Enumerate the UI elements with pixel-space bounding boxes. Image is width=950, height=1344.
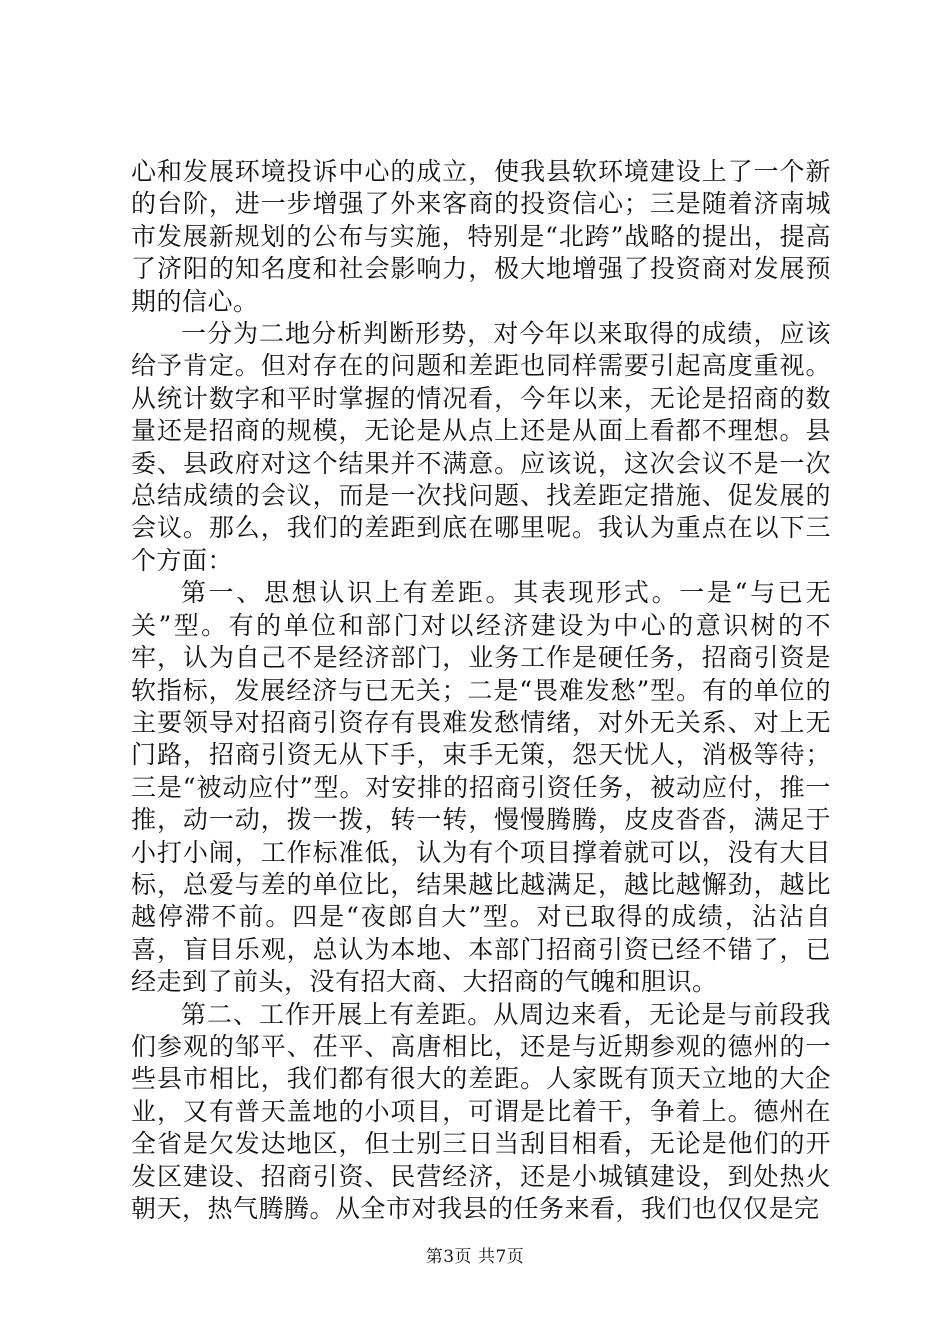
paragraph-situation-analysis: 一分为二地分析判断形势，对今年以来取得的成绩，应该给予肯定。但对存在的问题和差距也同样需要引起高度重视。从统计数字和平时掌握的情况看，今年以来，无论是招商的数量还是招商的规模，无论是从点上还是从面上看都不理想。县委、县政府对这个结果并不满意。应该说，这次会议不是一次总结成绩的会议，而是一次找问题、找差距定措施、促发展的会议。那么，我们的差距到底在哪里呢。我认为重点在以下三个方面： xyxy=(131,319,831,575)
page-number-footer: 第3页 共7页 xyxy=(425,1247,525,1267)
paragraph-continuation: 心和发展环境投诉中心的成立，使我县软环境建设上了一个新的台阶，进一步增强了外来客商的投资信心；三是随着济南城市发展新规划的公布与实施，特别是“北跨”战略的提出，提高了济阳的知名度和社会影响力，极大地增强了投资商对发展预期的信心。 xyxy=(131,157,831,316)
document-body xyxy=(131,156,831,1225)
paragraph-second-gap: 第二、工作开展上有差距。从周边来看，无论是与前段我们参观的邹平、茌平、高唐相比，还是与近期参观的德州的一些县市相比，我们都有很大的差距。人家既有顶天立地的大企业，又有普天盖地的小项目，可谓是比着干，争着上。德州在全省是欠发达地区，但士别三日当刮目相看，无论是他们的开发区建设、招商引资、民营经济，还是小城镇建设，到处热火朝天，热气腾腾。从全市对我县的任务来看，我们也仅仅是完 xyxy=(131,999,831,1223)
paragraph-first-gap: 第一、思想认识上有差距。其表现形式。一是“与已无关”型。有的单位和部门对以经济建设为中心的意识树的不牢，认为自己不是经济部门，业务工作是硬任务，招商引资是软指标，发展经济与已无关；二是“畏难发愁”型。有的单位的主要领导对招商引资存有畏难发愁情绪，对外无关系、对上无门路，招商引资无从下手，束手无策，怨天忧人，消极等待；三是“被动应付”型。对安排的招商引资任务，被动应付，推一推，动一动，拨一拨，转一转，慢慢腾腾，皮皮沓沓，满足于小打小闹，工作标准低，认为有个项目撑着就可以，没有大目标，总爱与差的单位比，结果越比越满足，越比越懈劲，越比越停滞不前。四是“夜郎自大”型。对已取得的成绩，沾沾自喜，盲目乐观，总认为本地、本部门招商引资已经不错了，已经走到了前头，没有招大商、大招商的气魄和胆识。 xyxy=(131,578,831,997)
